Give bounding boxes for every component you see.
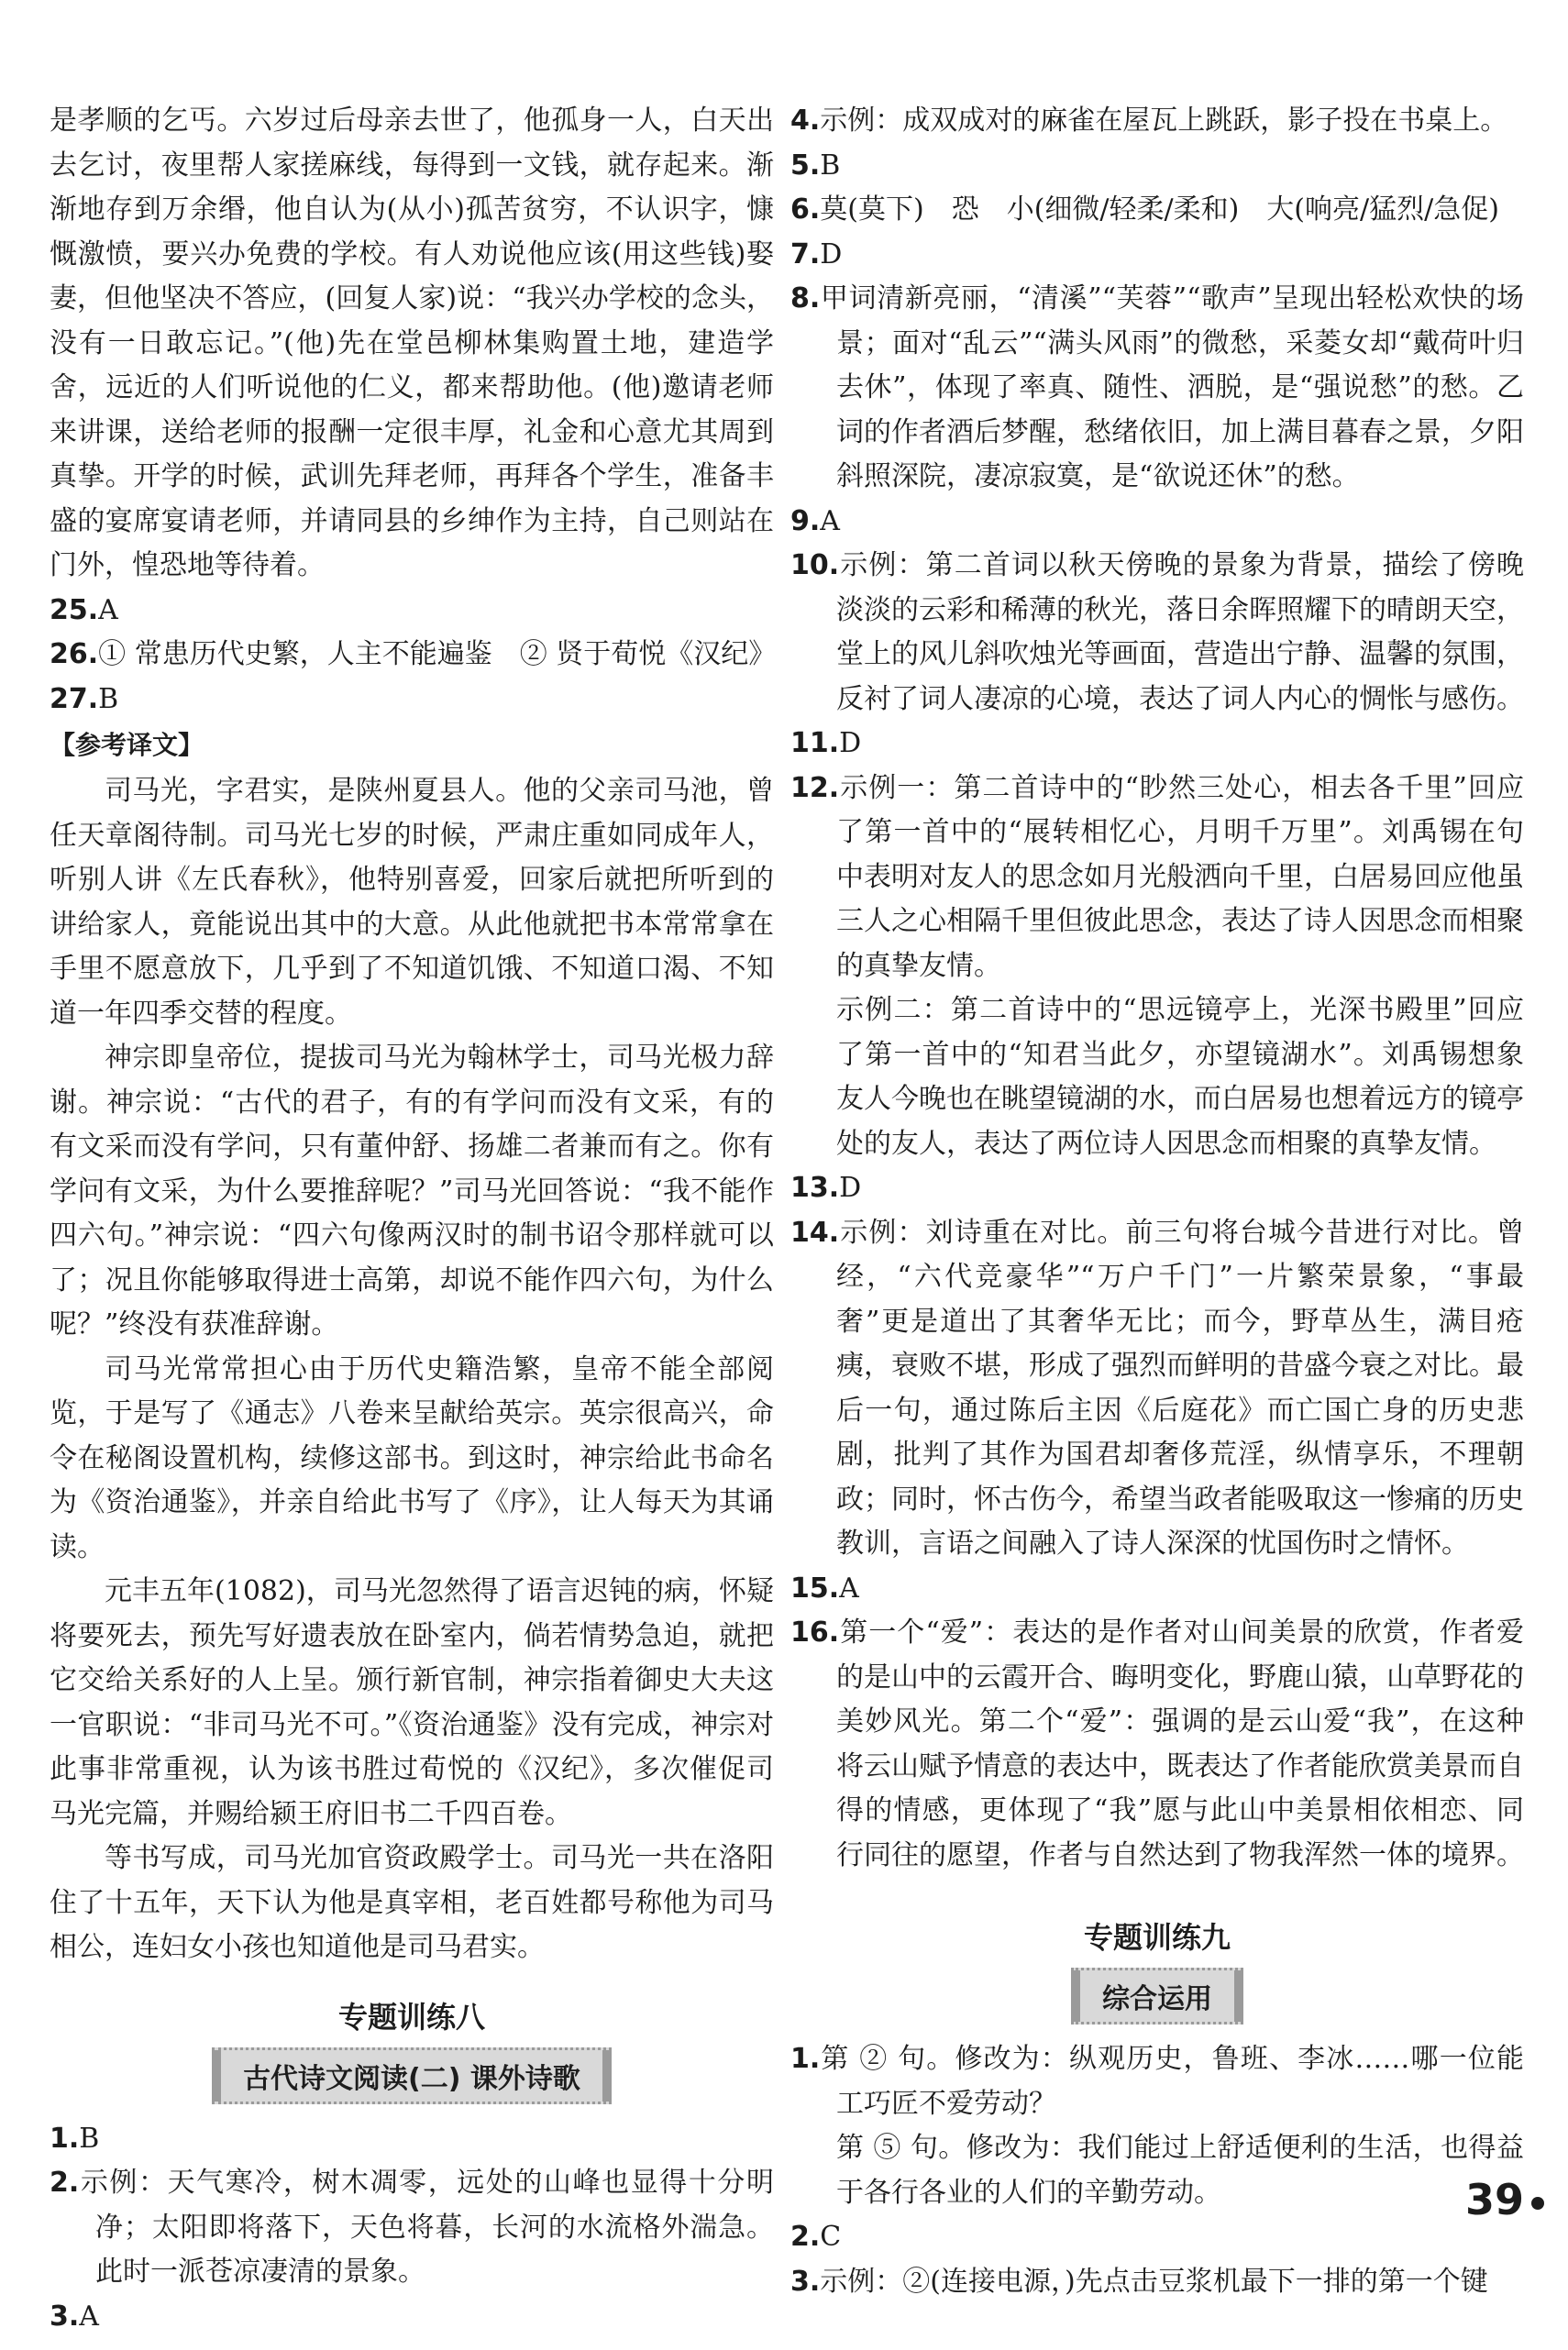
answer-item: 13.D — [790, 1172, 862, 1204]
bullet-dot-icon — [1531, 2197, 1544, 2210]
answer-item: 26.① 常患历代史繁，人主不能遍鉴 ② 贤于荀悦《汉纪》 — [50, 638, 777, 670]
answer-item: 3.示例：②(连接电源，)先点击豆浆机最下一排的第一个键 — [790, 2265, 1488, 2298]
answer-item: 11.D — [790, 727, 862, 759]
right-column — [790, 99, 1524, 2304]
left-column — [50, 99, 777, 2339]
answer-item: 4.示例：成双成对的麻雀在屋瓦上跳跃，影子投在书桌上。 — [790, 105, 1508, 137]
answer-item: 2.C — [790, 2221, 842, 2253]
section-title: 专题训练八 — [337, 1999, 485, 2035]
answer-item: 5.B — [790, 149, 841, 182]
answer-item: 8.甲词清新亮丽，“清溪”“芙蓉”“歌声”呈现出轻松欢快的场景；面对“乱云”“满头风雨”的微愁，采菱女却“戴荷叶归去休”，体现了率真、随性、洒脱，是“强说愁”的愁。乙词的作者酒后梦醒，愁绪依旧，加上满目暮春之景，夕阳斜照深院，凄凉寂寞，是“欲说还休”的愁。 — [790, 282, 1524, 492]
intro-paragraph: 是孝顺的乞丐。六岁过后母亲去世了，他孤身一人，白天出去乞讨，夜里帮人家搓麻线，每得到一文钱，就存起来。渐渐地存到万余缗，他自认为(从小)孤苦贫穷，不认识字，慷慨激愤，要兴办免费的学校。有人劝说他应该(用这些钱)娶妻，但他坚决不答应，(回复人家)说：“我兴办学校的念头，没有一日敢忘记。”(他)先在堂邑柳林集购置土地，建造学舍，远近的人们听说他的仁义，都来帮助他。(他)邀请老师来讲课，送给老师的报酬一定很丰厚，礼金和心意尤其周到真挚。开学的时候，武训先拜老师，再拜各个学生，准备丰盛的宴席宴请老师，并请同县的乡绅作为主持，自己则站在门外，惶恐地等待着。 — [50, 105, 774, 581]
translation-paragraph: 司马光常常担心由于历代史籍浩繁，皇帝不能全部阅览，于是写了《通志》八卷来呈献给英宗。英宗很高兴，命令在秘阁设置机构，续修这部书。到这时，神宗给此书命名为《资治通鉴》，并亲自给此书写了《序》，让人每天为其诵读。 — [50, 1352, 774, 1563]
answer-item-continuation: 第 ⑤ 句。修改为：我们能过上舒适便利的生活，也得益于各行各业的人们的辛勤劳动。 — [836, 2132, 1524, 2209]
page-number: 39 — [1465, 2175, 1544, 2224]
answer-item: 16.第一个“爱”：表达的是作者对山间美景的欣赏，作者爱的是山中的云霞开合、晦明变化，野鹿山猿，山草野花的美妙风光。第二个“爱”：强调的是云山爱“我”，在这种将云山赋予情意的表达中，既表达了作者能欣赏美景而自得的情感，更体现了“我”愿与此山中美景相依相恋、同行同往的愿望，作者与自然达到了物我浑然一体的境界。 — [790, 1616, 1524, 1871]
answer-item: 2.示例：天气寒冷，树木凋零，远处的山峰也显得十分明净；太阳即将落下，天色将暮，长河的水流格外湍急。此时一派苍凉凄清的景象。 — [50, 2167, 774, 2288]
answer-item: 25.A — [50, 593, 118, 626]
answer-item: 15.A — [790, 1572, 859, 1605]
answer-item-continuation: 示例二：第二首诗中的“思远镜亭上，光深书殿里”回应了第一首中的“知君当此夕，亦望镜湖水”。刘禹锡想象友人今晚也在眺望镜湖的水，而白居易也想着远方的镜亭处的友人，表达了两位诗人因思念而相聚的真挚友情。 — [836, 994, 1524, 1160]
answer-item: 1.第 ② 句。修改为：纵观历史，鲁班、李冰……哪一位能工巧匠不爱劳动？ — [790, 2043, 1524, 2120]
answer-item: 7.D — [790, 237, 843, 270]
answer-item: 1.B — [50, 2122, 100, 2155]
answer-item: 12.示例一：第二首诗中的“眇然三处心，相去各千里”回应了第一首中的“展转相忆心，月明千万里”。刘禹锡在句中表明对友人的思念如月光般洒向千里，白居易回应他虽三人之心相隔千里但彼此思念，表达了诗人因思念而相聚的真挚友情。 — [790, 771, 1524, 982]
section-banner: 综合运用 — [1071, 1968, 1243, 2025]
answer-item: 3.A — [50, 2300, 99, 2333]
answer-item: 14.示例：刘诗重在对比。前三句将台城今昔进行对比。曾经，“六代竞豪华”“万户千门”一片繁荣景象，“事最奢”更是道出了其奢华无比；而今，野草丛生，满目疮痍，衰败不堪，形成了强烈而鲜明的昔盛今衰之对比。最后一句，通过陈后主因《后庭花》而亡国亡身的历史悲剧，批判了其作为国君却奢侈荒淫，纵情享乐，不理朝政；同时，怀古伤今，希望当政者能吸取这一惨痛的历史教训，言语之间融入了诗人深深的忧国伤时之情怀。 — [790, 1216, 1524, 1560]
answer-item: 6.莫(莫下) 恐 小(细微/轻柔/柔和) 大(响亮/猛烈/急促) — [790, 193, 1499, 226]
translation-paragraph: 元丰五年(1082)，司马光忽然得了语言迟钝的病，怀疑将要死去，预先写好遗表放在卧室内，倘若情势急迫，就把它交给关系好的人上呈。颁行新官制，神宗指着御史大夫这一官职说：“非司马光不可。”《资治通鉴》没有完成，神宗对此事非常重视，认为该书胜过荀悦的《汉纪》，多次催促司马光完篇，并赐给颍王府旧书二千四百卷。 — [50, 1575, 774, 1830]
section-title: 专题训练九 — [1083, 1920, 1231, 1955]
answer-item: 10.示例：第二首词以秋天傍晚的景象为背景，描绘了傍晚淡淡的云彩和稀薄的秋光，落日余晖照耀下的晴朗天空，堂上的风儿斜吹烛光等画面，营造出宁静、温馨的氛围，反衬了词人凄凉的心境，表达了词人内心的惆怅与感伤。 — [790, 549, 1524, 715]
translation-paragraph: 司马光，字君实，是陕州夏县人。他的父亲司马池，曾任天章阁待制。司马光七岁的时候，严肃庄重如同成年人，听别人讲《左氏春秋》，他特别喜爱，回家后就把所听到的讲给家人，竟能说出其中的大意。从此他就把书本常常拿在手里不愿意放下，几乎到了不知道饥饿、不知道口渴、不知道一年四季交替的程度。 — [50, 775, 774, 1030]
answer-item: 27.B — [50, 682, 119, 715]
translation-paragraph: 等书写成，司马光加官资政殿学士。司马光一共在洛阳住了十五年，天下认为他是真宰相，老百姓都号称他为司马相公，连妇女小孩也知道他是司马君实。 — [50, 1842, 774, 1963]
reference-translation-label: 【参考译文】 — [50, 730, 204, 760]
translation-paragraph: 神宗即皇帝位，提拔司马光为翰林学士，司马光极力辞谢。神宗说：“古代的君子，有的有学问而没有文采，有的有文采而没有学问，只有董仲舒、扬雄二者兼而有之。你有学问有文采，为什么要推辞呢？”司马光回答说：“我不能作四六句。”神宗说：“四六句像两汉时的制书诏令那样就可以了；况且你能够取得进士高第，却说不能作四六句，为什么呢？”终没有获准辞谢。 — [50, 1042, 774, 1340]
answer-item: 9.A — [790, 504, 840, 537]
section-banner: 古代诗文阅读(二) 课外诗歌 — [212, 2047, 612, 2104]
